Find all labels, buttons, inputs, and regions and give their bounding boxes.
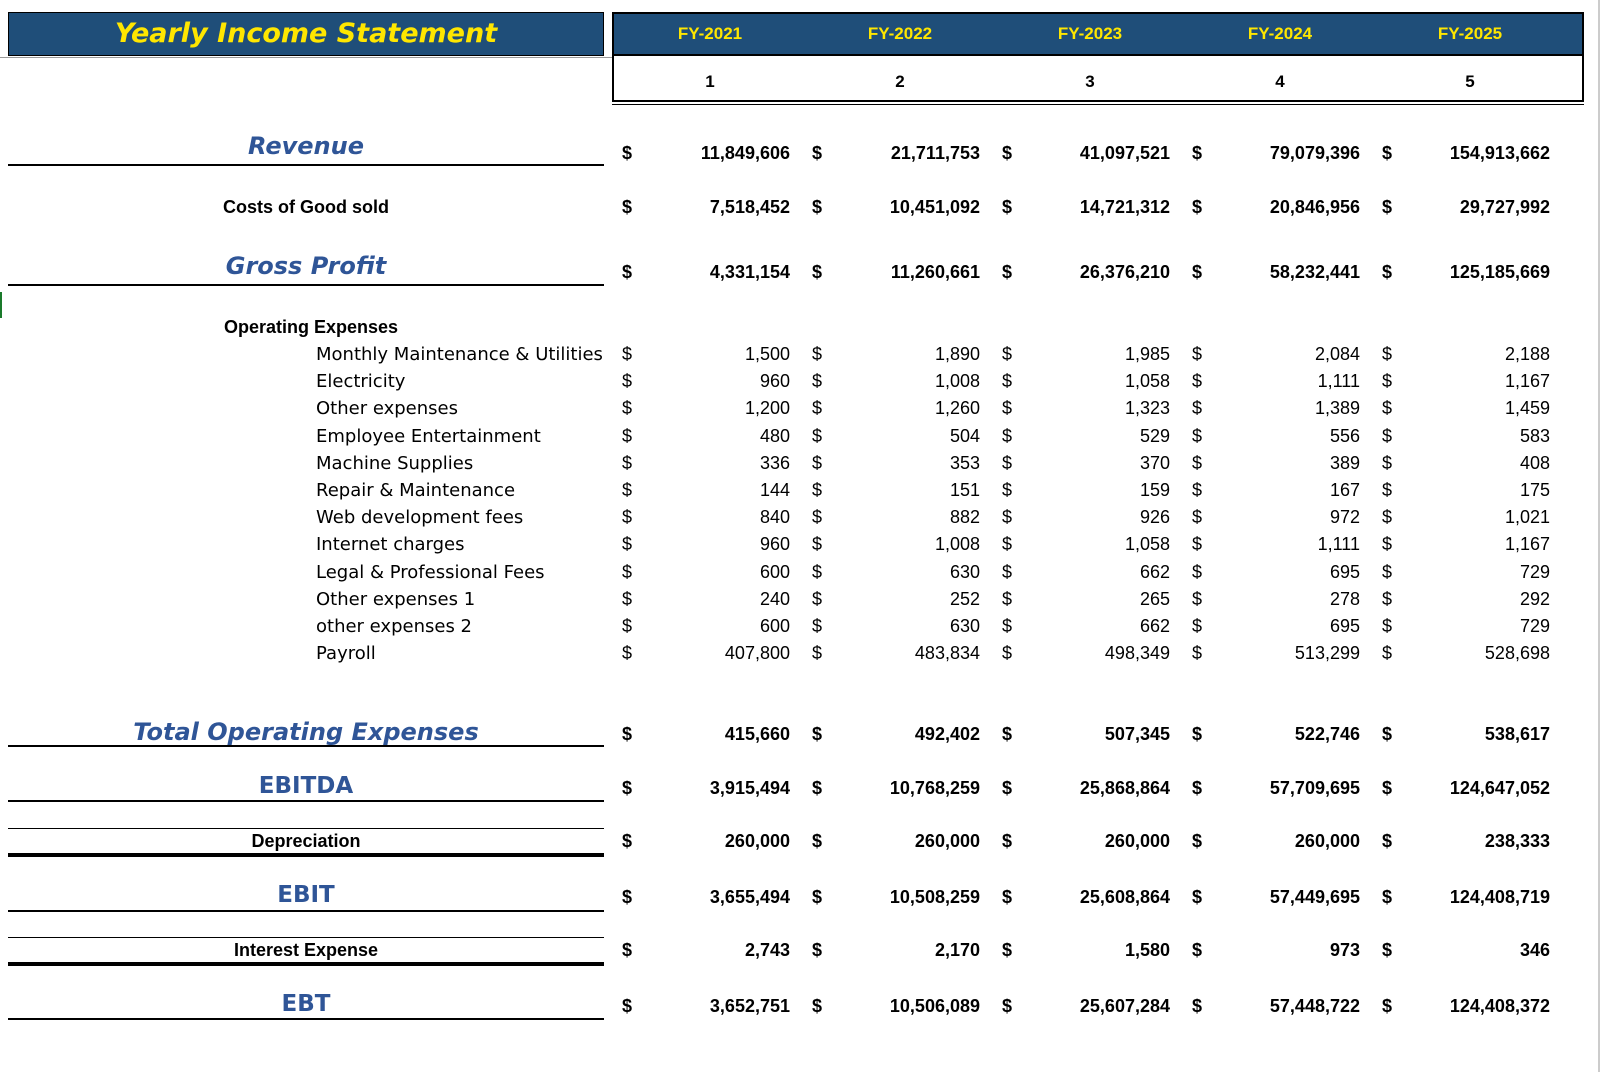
value-cell[interactable]: 238,333 bbox=[1484, 831, 1550, 851]
revenue-underline bbox=[8, 164, 604, 166]
currency-symbol: $ bbox=[622, 425, 633, 446]
currency-symbol: $ bbox=[1382, 887, 1393, 907]
value-cell[interactable]: 528,698 bbox=[1484, 643, 1550, 664]
currency-symbol: $ bbox=[1192, 887, 1203, 907]
currency-symbol: $ bbox=[1002, 344, 1013, 364]
currency-symbol: $ bbox=[1002, 480, 1013, 500]
value-cell[interactable]: 1,111 bbox=[1317, 371, 1360, 392]
value-cell[interactable]: 729 bbox=[1519, 561, 1550, 582]
currency-symbol: $ bbox=[1382, 344, 1393, 364]
opex-item-label: other expenses 2 bbox=[316, 616, 472, 637]
currency-symbol: $ bbox=[812, 778, 823, 798]
opex-item-label: Monthly Maintenance & Utilities bbox=[316, 344, 603, 365]
value-cell[interactable]: 1,167 bbox=[1504, 371, 1550, 392]
gross-profit-label: Gross Profit bbox=[225, 252, 387, 280]
currency-symbol: $ bbox=[812, 398, 823, 419]
value-cell[interactable]: 175 bbox=[1519, 480, 1550, 500]
value-cell[interactable]: 346 bbox=[1519, 940, 1550, 960]
depreciation-bottom-border bbox=[8, 853, 604, 857]
currency-symbol: $ bbox=[1382, 940, 1393, 960]
value-cell[interactable]: 960 bbox=[759, 534, 790, 555]
value-cell[interactable]: 415,660 bbox=[724, 724, 790, 744]
value-cell[interactable]: 840 bbox=[759, 507, 790, 528]
currency-symbol: $ bbox=[1192, 262, 1203, 282]
depreciation-top-border bbox=[8, 828, 604, 829]
value-cell[interactable]: 1,459 bbox=[1504, 398, 1550, 419]
depreciation-label: Depreciation bbox=[251, 831, 361, 851]
year-header: FY-2021 bbox=[677, 24, 743, 43]
currency-symbol: $ bbox=[622, 534, 633, 555]
value-cell[interactable]: 125,185,669 bbox=[1449, 262, 1550, 282]
total-operating-expenses-label: Total Operating Expenses bbox=[133, 718, 479, 746]
currency-symbol: $ bbox=[812, 831, 823, 851]
currency-symbol: $ bbox=[622, 588, 633, 609]
value-cell[interactable]: 29,727,992 bbox=[1459, 197, 1550, 217]
currency-symbol: $ bbox=[1002, 507, 1013, 528]
value-cell[interactable]: 483,834 bbox=[914, 643, 980, 664]
currency-symbol: $ bbox=[622, 507, 633, 528]
value-cell[interactable]: 26,376,210 bbox=[1079, 262, 1170, 282]
value-cell[interactable]: 408 bbox=[1519, 452, 1550, 473]
interest-expense-bottom-border bbox=[8, 962, 604, 966]
value-cell[interactable]: 1,058 bbox=[1124, 534, 1170, 555]
value-cell[interactable]: 260,000 bbox=[1294, 831, 1360, 851]
value-cell[interactable]: 11,260,661 bbox=[890, 262, 980, 282]
currency-symbol: $ bbox=[622, 371, 633, 392]
cell-selection-marker bbox=[0, 292, 2, 318]
currency-symbol: $ bbox=[622, 831, 633, 851]
currency-symbol: $ bbox=[812, 940, 823, 960]
period-number: 3 bbox=[1085, 72, 1095, 91]
value-cell[interactable]: 600 bbox=[759, 616, 790, 636]
interest-expense-label: Interest Expense bbox=[233, 940, 379, 960]
currency-symbol: $ bbox=[1002, 831, 1013, 851]
value-cell[interactable]: 583 bbox=[1519, 425, 1550, 446]
currency-symbol: $ bbox=[622, 452, 633, 473]
revenue-label: Revenue bbox=[248, 132, 364, 160]
value-cell[interactable]: 154,913,662 bbox=[1449, 143, 1550, 163]
opex-item-label: Employee Entertainment bbox=[316, 425, 541, 447]
currency-symbol: $ bbox=[812, 480, 823, 500]
value-cell[interactable]: 10,506,089 bbox=[889, 996, 980, 1016]
currency-symbol: $ bbox=[1002, 643, 1013, 664]
currency-symbol: $ bbox=[1382, 778, 1393, 798]
opex-item-label: Other expenses 1 bbox=[316, 588, 476, 610]
value-cell[interactable]: 538,617 bbox=[1484, 724, 1550, 744]
currency-symbol: $ bbox=[1192, 197, 1203, 217]
currency-symbol: $ bbox=[1382, 534, 1393, 555]
value-cell[interactable]: 124,408,719 bbox=[1449, 887, 1550, 907]
currency-symbol: $ bbox=[622, 643, 633, 664]
currency-symbol: $ bbox=[622, 616, 633, 636]
currency-symbol: $ bbox=[622, 197, 633, 217]
value-cell[interactable]: 556 bbox=[1329, 425, 1360, 446]
currency-symbol: $ bbox=[1002, 398, 1013, 419]
value-cell[interactable]: 1,985 bbox=[1124, 344, 1170, 364]
year-header: FY-2023 bbox=[1057, 24, 1123, 43]
value-cell[interactable]: 1,200 bbox=[744, 398, 790, 419]
opex-item-label: Other expenses bbox=[316, 398, 458, 420]
value-cell[interactable]: 973 bbox=[1329, 940, 1360, 960]
value-cell[interactable]: 4,331,154 bbox=[709, 262, 790, 282]
value-cell[interactable]: 600 bbox=[759, 561, 790, 582]
currency-symbol: $ bbox=[1192, 344, 1203, 364]
value-cell[interactable]: 1,058 bbox=[1124, 371, 1170, 392]
value-cell[interactable]: 10,508,259 bbox=[889, 887, 980, 907]
opex-item-label: Legal & Professional Fees bbox=[316, 561, 545, 583]
value-cell[interactable]: 662 bbox=[1139, 616, 1170, 636]
cogs-label: Costs of Good sold bbox=[223, 197, 389, 217]
value-cell[interactable]: 972 bbox=[1329, 507, 1360, 528]
currency-symbol: $ bbox=[1192, 143, 1203, 163]
value-cell[interactable]: 3,915,494 bbox=[709, 778, 790, 798]
currency-symbol: $ bbox=[622, 143, 633, 163]
currency-symbol: $ bbox=[1192, 643, 1203, 664]
currency-symbol: $ bbox=[1192, 480, 1203, 500]
total-operating-expenses-underline bbox=[8, 745, 604, 747]
currency-symbol: $ bbox=[1382, 996, 1393, 1016]
value-cell[interactable]: 260,000 bbox=[914, 831, 980, 851]
value-cell[interactable]: 695 bbox=[1329, 616, 1360, 636]
opex-item-label: Web development fees bbox=[316, 507, 524, 529]
value-cell[interactable]: 144 bbox=[759, 480, 790, 500]
currency-symbol: $ bbox=[1002, 143, 1013, 163]
value-cell[interactable]: 292 bbox=[1519, 588, 1550, 609]
opex-item-label: Payroll bbox=[316, 643, 376, 665]
currency-symbol: $ bbox=[622, 778, 633, 798]
value-cell[interactable]: 10,768,259 bbox=[889, 778, 980, 798]
opex-item-label: Repair & Maintenance bbox=[316, 480, 516, 501]
ebitda-label: EBITDA bbox=[258, 773, 354, 799]
currency-symbol: $ bbox=[1192, 831, 1203, 851]
currency-symbol: $ bbox=[812, 996, 823, 1016]
value-cell[interactable]: 695 bbox=[1329, 561, 1360, 582]
value-cell[interactable]: 3,655,494 bbox=[709, 887, 790, 907]
value-cell[interactable]: 513,299 bbox=[1294, 643, 1360, 664]
currency-symbol: $ bbox=[812, 197, 823, 217]
value-cell[interactable]: 389 bbox=[1329, 452, 1360, 473]
value-cell[interactable]: 252 bbox=[949, 588, 980, 609]
currency-symbol: $ bbox=[1382, 197, 1393, 217]
value-cell[interactable]: 480 bbox=[759, 425, 790, 446]
currency-symbol: $ bbox=[1382, 643, 1393, 664]
currency-symbol: $ bbox=[1382, 480, 1393, 500]
value-cell[interactable]: 504 bbox=[949, 425, 980, 446]
currency-symbol: $ bbox=[1382, 724, 1393, 744]
currency-symbol: $ bbox=[1192, 534, 1203, 555]
value-cell[interactable]: 2,170 bbox=[934, 940, 980, 960]
currency-symbol: $ bbox=[1382, 398, 1393, 419]
value-cell[interactable]: 1,111 bbox=[1317, 534, 1360, 555]
ebitda-underline bbox=[8, 800, 604, 802]
value-cell[interactable]: 729 bbox=[1519, 616, 1550, 636]
value-cell[interactable]: 57,709,695 bbox=[1269, 778, 1360, 798]
currency-symbol: $ bbox=[622, 398, 633, 419]
value-cell[interactable]: 960 bbox=[759, 371, 790, 392]
currency-symbol: $ bbox=[622, 996, 633, 1016]
value-cell[interactable]: 25,608,864 bbox=[1079, 887, 1170, 907]
value-cell[interactable]: 58,232,441 bbox=[1269, 262, 1360, 282]
value-cell[interactable]: 1,021 bbox=[1504, 507, 1550, 528]
ebit-label: EBIT bbox=[277, 882, 335, 908]
currency-symbol: $ bbox=[1002, 996, 1013, 1016]
value-cell[interactable]: 370 bbox=[1139, 452, 1170, 473]
currency-symbol: $ bbox=[622, 262, 633, 282]
year-header: FY-2022 bbox=[867, 24, 933, 43]
value-cell[interactable]: 57,448,722 bbox=[1269, 996, 1360, 1016]
currency-symbol: $ bbox=[1382, 616, 1393, 636]
ebt-label: EBT bbox=[281, 991, 331, 1017]
currency-symbol: $ bbox=[812, 887, 823, 907]
value-cell[interactable]: 1,008 bbox=[934, 534, 980, 555]
currency-symbol: $ bbox=[812, 143, 823, 163]
value-cell[interactable]: 1,323 bbox=[1124, 398, 1170, 419]
currency-symbol: $ bbox=[1382, 143, 1393, 163]
currency-symbol: $ bbox=[622, 480, 633, 500]
value-cell[interactable]: 522,746 bbox=[1294, 724, 1360, 744]
value-cell[interactable]: 41,097,521 bbox=[1079, 143, 1170, 163]
currency-symbol: $ bbox=[1002, 778, 1013, 798]
value-cell[interactable]: 240 bbox=[759, 588, 790, 609]
currency-symbol: $ bbox=[812, 724, 823, 744]
currency-symbol: $ bbox=[1192, 398, 1203, 419]
currency-symbol: $ bbox=[812, 588, 823, 609]
currency-symbol: $ bbox=[812, 616, 823, 636]
currency-symbol: $ bbox=[622, 344, 633, 364]
currency-symbol: $ bbox=[1002, 197, 1013, 217]
value-cell[interactable]: 151 bbox=[949, 480, 980, 500]
value-cell[interactable]: 1,167 bbox=[1504, 534, 1550, 555]
value-cell[interactable]: 926 bbox=[1139, 507, 1170, 528]
currency-symbol: $ bbox=[812, 507, 823, 528]
value-cell[interactable]: 124,408,372 bbox=[1449, 996, 1550, 1016]
ebt-underline bbox=[8, 1018, 604, 1020]
currency-symbol: $ bbox=[1002, 371, 1013, 392]
value-cell[interactable]: 630 bbox=[949, 616, 980, 636]
year-header: FY-2024 bbox=[1247, 24, 1313, 43]
value-cell[interactable]: 498,349 bbox=[1104, 643, 1170, 664]
currency-symbol: $ bbox=[1192, 940, 1203, 960]
value-cell[interactable]: 630 bbox=[949, 561, 980, 582]
currency-symbol: $ bbox=[1192, 452, 1203, 473]
currency-symbol: $ bbox=[1192, 561, 1203, 582]
value-cell[interactable]: 278 bbox=[1329, 588, 1360, 609]
currency-symbol: $ bbox=[622, 887, 633, 907]
value-cell[interactable]: 507,345 bbox=[1104, 724, 1170, 744]
currency-symbol: $ bbox=[1002, 724, 1013, 744]
opex-item-label: Machine Supplies bbox=[316, 452, 474, 474]
currency-symbol: $ bbox=[622, 724, 633, 744]
value-cell[interactable]: 260,000 bbox=[1104, 831, 1170, 851]
currency-symbol: $ bbox=[1192, 507, 1203, 528]
currency-symbol: $ bbox=[1192, 425, 1203, 446]
opex-item-label: Internet charges bbox=[316, 534, 465, 556]
header-divider bbox=[0, 57, 612, 58]
currency-symbol: $ bbox=[812, 561, 823, 582]
currency-symbol: $ bbox=[1002, 262, 1013, 282]
currency-symbol: $ bbox=[812, 371, 823, 392]
currency-symbol: $ bbox=[1002, 887, 1013, 907]
opex-item-label: Electricity bbox=[316, 371, 406, 393]
value-cell[interactable]: 2,084 bbox=[1314, 344, 1360, 364]
value-cell[interactable]: 1,890 bbox=[934, 344, 980, 364]
currency-symbol: $ bbox=[1382, 425, 1393, 446]
currency-symbol: $ bbox=[1192, 778, 1203, 798]
value-cell[interactable]: 124,647,052 bbox=[1449, 778, 1550, 798]
value-cell[interactable]: 25,607,284 bbox=[1079, 996, 1170, 1016]
value-cell[interactable]: 260,000 bbox=[724, 831, 790, 851]
value-cell[interactable]: 57,449,695 bbox=[1269, 887, 1360, 907]
currency-symbol: $ bbox=[1002, 452, 1013, 473]
value-cell[interactable]: 492,402 bbox=[914, 724, 980, 744]
currency-symbol: $ bbox=[1002, 425, 1013, 446]
currency-symbol: $ bbox=[1382, 831, 1393, 851]
currency-symbol: $ bbox=[1382, 507, 1393, 528]
currency-symbol: $ bbox=[622, 940, 633, 960]
value-cell[interactable]: 167 bbox=[1329, 480, 1360, 500]
currency-symbol: $ bbox=[1382, 452, 1393, 473]
value-cell[interactable]: 662 bbox=[1139, 561, 1170, 582]
currency-symbol: $ bbox=[1192, 616, 1203, 636]
value-cell[interactable]: 1,008 bbox=[934, 371, 980, 392]
value-cell[interactable]: 882 bbox=[949, 507, 980, 528]
operating-expenses-heading: Operating Expenses bbox=[224, 317, 399, 337]
currency-symbol: $ bbox=[812, 344, 823, 364]
value-cell[interactable]: 79,079,396 bbox=[1269, 143, 1360, 163]
interest-expense-top-border bbox=[8, 937, 604, 938]
year-header: FY-2025 bbox=[1437, 24, 1503, 43]
currency-symbol: $ bbox=[1192, 588, 1203, 609]
value-cell[interactable]: 2,188 bbox=[1504, 344, 1550, 364]
currency-symbol: $ bbox=[1002, 588, 1013, 609]
period-number: 1 bbox=[705, 72, 715, 91]
currency-symbol: $ bbox=[812, 425, 823, 446]
value-cell[interactable]: 20,846,956 bbox=[1269, 197, 1360, 217]
currency-symbol: $ bbox=[812, 643, 823, 664]
value-cell[interactable]: 529 bbox=[1139, 425, 1170, 446]
value-cell[interactable]: 11,849,606 bbox=[700, 143, 790, 163]
gross-profit-underline bbox=[8, 284, 604, 286]
ebit-underline bbox=[8, 910, 604, 912]
value-cell[interactable]: 14,721,312 bbox=[1079, 197, 1170, 217]
currency-symbol: $ bbox=[1002, 534, 1013, 555]
currency-symbol: $ bbox=[812, 452, 823, 473]
currency-symbol: $ bbox=[1192, 996, 1203, 1016]
value-cell[interactable]: 265 bbox=[1139, 588, 1170, 609]
value-cell[interactable]: 21,711,753 bbox=[890, 143, 980, 163]
currency-symbol: $ bbox=[1002, 940, 1013, 960]
currency-symbol: $ bbox=[1192, 724, 1203, 744]
period-number: 2 bbox=[895, 72, 905, 91]
currency-symbol: $ bbox=[1002, 616, 1013, 636]
currency-symbol: $ bbox=[812, 262, 823, 282]
value-cell[interactable]: 353 bbox=[949, 452, 980, 473]
value-cell[interactable]: 7,518,452 bbox=[709, 197, 790, 217]
currency-symbol: $ bbox=[1192, 371, 1203, 392]
value-cell[interactable]: 10,451,092 bbox=[889, 197, 980, 217]
period-number: 5 bbox=[1465, 72, 1475, 91]
value-cell[interactable]: 159 bbox=[1139, 480, 1170, 500]
value-cell[interactable]: 1,580 bbox=[1124, 940, 1170, 960]
currency-symbol: $ bbox=[1002, 561, 1013, 582]
value-cell[interactable]: 3,652,751 bbox=[709, 996, 790, 1016]
period-number: 4 bbox=[1275, 72, 1285, 91]
currency-symbol: $ bbox=[812, 534, 823, 555]
value-cell[interactable]: 2,743 bbox=[744, 940, 790, 960]
value-cell[interactable]: 1,260 bbox=[934, 398, 980, 419]
currency-symbol: $ bbox=[1382, 371, 1393, 392]
value-cell[interactable]: 25,868,864 bbox=[1079, 778, 1170, 798]
currency-symbol: $ bbox=[1382, 588, 1393, 609]
value-cell[interactable]: 1,500 bbox=[744, 344, 790, 364]
value-cell[interactable]: 336 bbox=[759, 452, 790, 473]
sheet-title: Yearly Income Statement bbox=[114, 18, 498, 49]
value-cell[interactable]: 1,389 bbox=[1314, 398, 1360, 419]
value-cell[interactable]: 407,800 bbox=[724, 643, 790, 664]
currency-symbol: $ bbox=[622, 561, 633, 582]
currency-symbol: $ bbox=[1382, 262, 1393, 282]
currency-symbol: $ bbox=[1382, 561, 1393, 582]
